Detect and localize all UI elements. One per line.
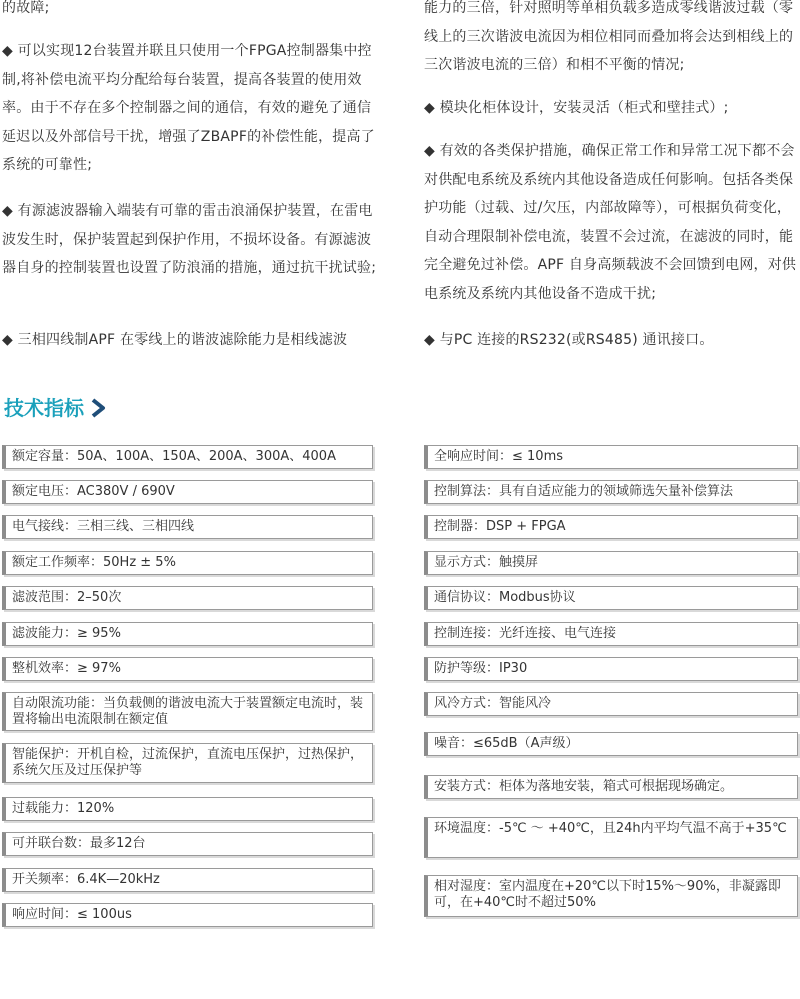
feature-right-3: ◆ 有效的各类保护措施，确保正常工作和异常工况下都不会对供配电系统及系统内其他设备造成任何影响。包括各类保护功能（过载、过/欠压，内部故障等），可根据负荷变化，自动合理限制补偿电流，装置不会过流，在滤波的同时，能完全避免过补偿。APF 自身高频载波不会回馈到电网，对供电系统及系统内其他设备不造成干扰; <box>424 143 797 302</box>
spec-switching-frequency: 开关频率：6.4K—20kHz <box>2 868 373 892</box>
spec-display: 显示方式：触摸屏 <box>424 551 798 575</box>
spec-frequency: 额定工作频率：50Hz ± 5% <box>2 551 373 575</box>
spec-control-algorithm: 控制算法：具有自适应能力的领域筛选矢量补偿算法 <box>424 480 798 504</box>
feature-left-2: ◆ 可以实现12台装置并联且只使用一个FPGA控制器集中控制,将补偿电流平均分配给每台装置，提高各装置的使用效率。由于不存在多个控制器之间的通信，有效的避免了通信延迟以及外部信号干扰，增强了ZBAPF的补偿性能，提高了系统的可靠性; <box>2 43 375 173</box>
spec-filter-range: 滤波范围：2–50次 <box>2 586 373 610</box>
spec-cooling: 风冷方式：智能风冷 <box>424 692 798 716</box>
feature-left-1: 的故障; <box>2 0 50 16</box>
spec-current-limit: 自动限流功能：当负载侧的谐波电流大于装置额定电流时，装置将输出电流限制在额定值 <box>2 692 373 731</box>
spec-installation: 安装方式：柜体为落地安装，箱式可根据现场确定。 <box>424 775 798 799</box>
spec-controller: 控制器：DSP + FPGA <box>424 515 798 539</box>
spec-ambient-temperature: 环境温度：-5℃ ～ +40℃，且24h内平均气温不高于+35℃ <box>424 817 798 858</box>
chevron-right-icon <box>90 398 108 418</box>
spec-filter-capacity: 滤波能力：≥ 95% <box>2 622 373 646</box>
spec-control-connection: 控制连接：光纤连接、电气连接 <box>424 622 798 646</box>
feature-right-2: ◆ 模块化柜体设计，安装灵活（柜式和壁挂式）; <box>424 100 729 116</box>
spec-noise: 噪音：≤65dB（A声级） <box>424 732 798 756</box>
spec-rated-capacity: 额定容量：50A、100A、150A、200A、300A、400A <box>2 445 373 469</box>
section-title-text: 技术指标 <box>4 396 84 420</box>
spec-smart-protection: 智能保护：开机自检，过流保护，直流电压保护，过热保护，系统欠压及过压保护等 <box>2 743 373 783</box>
spec-overload: 过载能力：120% <box>2 797 373 821</box>
spec-response-time: 响应时间：≤ 100us <box>2 903 373 927</box>
section-title <box>4 393 108 423</box>
spec-full-response-time: 全响应时间：≤ 10ms <box>424 445 798 469</box>
spec-relative-humidity: 相对湿度：室内温度在+20℃以下时15%～90%，非凝露即可，在+40℃时不超过50% <box>424 875 798 917</box>
feature-left-4: ◆ 三相四线制APF 在零线上的谐波滤除能力是相线滤波 <box>2 332 348 348</box>
feature-right-4: ◆ 与PC 连接的RS232(或RS485) 通讯接口。 <box>424 332 714 348</box>
spec-efficiency: 整机效率：≥ 97% <box>2 657 373 681</box>
feature-right-1: 能力的三倍，针对照明等单相负载多造成零线谐波过载（零线上的三次谐波电流因为相位相同而叠加将会达到相线上的三次谐波电流的三倍）和相不平衡的情况; <box>424 0 794 73</box>
spec-parallel-units: 可并联台数：最多12台 <box>2 832 373 856</box>
spec-wiring: 电气接线：三相三线、三相四线 <box>2 515 373 539</box>
spec-protocol: 通信协议：Modbus协议 <box>424 586 798 610</box>
spec-protection-grade: 防护等级：IP30 <box>424 657 798 681</box>
feature-left-3: ◆ 有源滤波器输入端装有可靠的雷击浪涌保护装置，在雷电波发生时，保护装置起到保护作用，不损坏设备。有源滤波器自身的控制装置也设置了防浪涌的措施，通过抗干扰试验; <box>2 203 377 276</box>
spec-rated-voltage: 额定电压：AC380V / 690V <box>2 480 373 504</box>
